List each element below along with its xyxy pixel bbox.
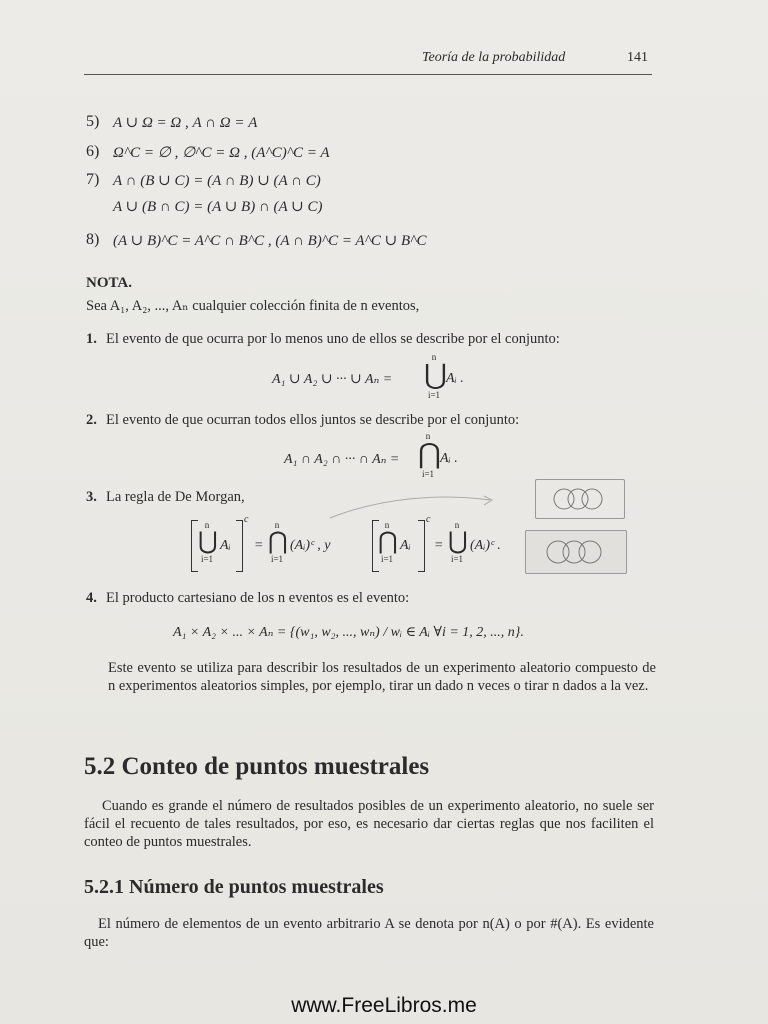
union-symbol: ⋃	[424, 360, 447, 391]
section-paragraph: Cuando es grande el número de resultados posibles de un experimento aleatorio, no suele ser fácil el recuento de tales resultados, por eso, es necesario dar ciertas reglas que nos faciliten el conteo de puntos muestrales.	[84, 798, 654, 850]
property-formula: A ∪ Ω = Ω , A ∩ Ω = A	[113, 115, 258, 131]
nota-title: NOTA.	[86, 275, 132, 291]
property-number: 8)	[86, 231, 100, 248]
cartesian-product-paragraph: Este evento se utiliza para describir los resultados de un experimento aleatorio compuesto de n experimentos aleatorios simples, por ejemplo, tirar un dado n veces o tirar n dados a la vez.	[108, 660, 656, 694]
nota-item-text: El evento de que ocurra por lo menos uno de ellos se describe por el conjunto:	[106, 331, 560, 347]
nota-item-number: 1.	[86, 331, 97, 347]
venn-circles-icon	[536, 480, 624, 518]
union-formula-right: Aᵢ .	[446, 371, 464, 386]
intersection-formula-left: A₁ ∩ A₂ ∩ ··· ∩ Aₙ =	[284, 452, 400, 467]
nota-intro: Sea A₁, A₂, ..., Aₙ cualquier colección finita de n eventos,	[86, 298, 420, 314]
handwritten-arrow-sketch	[320, 478, 500, 528]
intersection-lower-limit: i=1	[421, 469, 435, 479]
demorgan-right-term-b: (Aᵢ)ᶜ .	[470, 538, 501, 553]
property-formula: Ω^C = ∅ , ∅^C = Ω , (A^C)^C = A	[113, 145, 330, 161]
book-page: Teoría de la probabilidad 141 5) A ∪ Ω = Ω , A ∩ Ω = A 6) Ω^C = ∅ , ∅^C = Ω , (A^C)^C = A 7) A ∩ (B ∪ C) = (A ∩ B) ∪ (A ∩ C) A ∪ (B ∩ C) = (A ∪ B) ∩ (A ∪ C) 8) (A ∪ B)^C = A^C ∩ B^C , (A ∩ B)^C = A^C ∪ B^C NOTA. Sea A₁, A₂, ..., Aₙ cualquier colección finita de n eventos, 1. El evento de que ocurra por lo menos uno de ellos se describe por el conjunto: A₁ ∪ A₂ ∪ ··· ∪ Aₙ = n ⋃ i=1 Aᵢ . 2. El evento de que ocurran todos ellos juntos se describe por el conjunto: A₁ ∩ A₂ ∩ ··· ∩ Aₙ = n ⋂ i=1 Aᵢ . 3. La regla de De Morgan, n ⋃ i=1 Aᵢ c = n ⋂ i=1 (Aᵢ)ᶜ , y n ⋂ i=1 Aᵢ c = n ⋃ i=1 (Aᵢ)ᶜ . 4. El producto cartesiano de los n eventos es el evento: A₁ × A₂ × ... × Aₙ = {(w₁, w₂, ..., wₙ) / wᵢ ∈ Aᵢ ∀i = 1, 2, ..., n}. Este evento se utiliza para describir los resultados de un experimento aleatorio compuesto de n experimentos aleatorios simples, por ejemplo, tirar un dado n veces o tirar n dados a la vez. 5.2 Conteo de puntos muestrales Cuando es grande el número de resultados posibles de un experimento aleatorio, no suele ser fácil el recuento de tales resultados, por eso, es necesario dar ciertas reglas que nos faciliten el conteo de puntos muestrales. 5.2.1 Número de puntos muestrales El número de elementos de un evento arbitrario A se denota por n(A) o por #(A). Es evidente que:	[0, 0, 768, 1024]
venn-sketch-top	[535, 479, 625, 519]
page-number: 141	[627, 50, 648, 65]
header-rule	[84, 74, 652, 75]
property-number: 6)	[86, 143, 100, 160]
property-number: 5)	[86, 113, 100, 130]
section-title: 5.2 Conteo de puntos muestrales	[84, 753, 430, 780]
nota-item-text: La regla de De Morgan,	[106, 489, 245, 505]
intersection-upper-limit: n	[425, 431, 431, 441]
property-number: 7)	[86, 171, 100, 188]
intersection-symbol: ⋂	[418, 439, 441, 470]
intersection-formula-right: Aᵢ .	[440, 451, 458, 466]
nota-item-number: 2.	[86, 412, 97, 428]
union-operator	[424, 352, 447, 400]
property-formula: (A ∪ B)^C = A^C ∩ B^C , (A ∩ B)^C = A^C ∪ B^C	[113, 233, 427, 249]
nota-item-text: El producto cartesiano de los n eventos es el evento:	[106, 590, 410, 606]
union-upper-limit: n	[431, 352, 437, 362]
subsection-paragraph: El número de elementos de un evento arbitrario A se denota por n(A) o por #(A). Es evidente que:	[84, 916, 654, 950]
venn-sketch-bottom	[525, 530, 627, 574]
demorgan-intersection-operator: n ⋂ i=1	[268, 520, 288, 564]
nota-item-number: 3.	[86, 489, 97, 505]
demorgan-union-operator-2: n ⋃ i=1	[448, 520, 468, 564]
intersection-operator	[418, 431, 441, 479]
demorgan-union-operator: n ⋃ i=1	[198, 520, 218, 564]
nota-item-text: El evento de que ocurran todos ellos juntos se describe por el conjunto:	[106, 412, 520, 428]
right-bracket	[236, 520, 243, 572]
cartesian-product-formula: A₁ × A₂ × ... × Aₙ = {(w₁, w₂, ..., wₙ) / wᵢ ∈ Aᵢ ∀i = 1, 2, ..., n}.	[173, 625, 524, 640]
running-header-title: Teoría de la probabilidad	[422, 50, 566, 65]
demorgan-left-term-a: Aᵢ	[220, 538, 231, 553]
property-formula: A ∩ (B ∪ C) = (A ∩ B) ∪ (A ∩ C)	[113, 173, 321, 189]
nota-item-number: 4.	[86, 590, 97, 606]
property-formula: A ∪ (B ∩ C) = (A ∪ B) ∩ (A ∪ C)	[113, 199, 323, 215]
demorgan-left-term-b: Aᵢ	[400, 538, 411, 553]
demorgan-intersection-operator-2: n ⋂ i=1	[378, 520, 398, 564]
demorgan-right-term-a: (Aᵢ)ᶜ , y	[290, 538, 331, 553]
subsection-title: 5.2.1 Número de puntos muestrales	[84, 876, 384, 898]
venn-circles-icon	[526, 531, 626, 573]
union-lower-limit: i=1	[427, 390, 441, 400]
union-formula-left: A₁ ∪ A₂ ∪ ··· ∪ Aₙ =	[272, 372, 393, 387]
left-bracket	[191, 520, 198, 572]
footer-website-link[interactable]: www.FreeLibros.me	[291, 994, 477, 1017]
